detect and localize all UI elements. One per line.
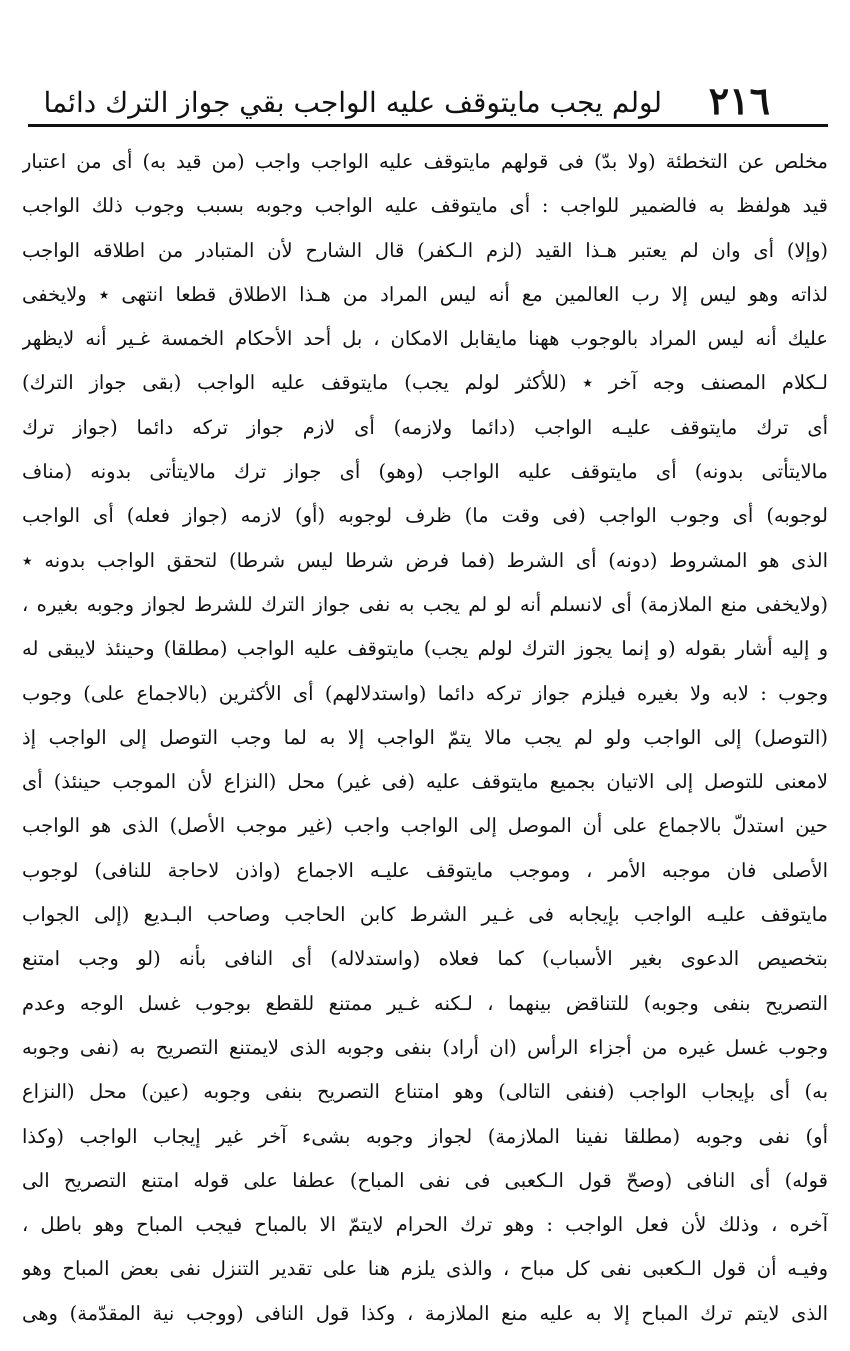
running-title: لولم يجب مايتوقف عليه الواجب بقي جواز الترك دائما [43, 86, 662, 119]
text-line: آخره ، وذلك لأن فعل الواجب : وهو ترك الحرام لايتمّ الا بالمباح فيجب المباح وهو باطل ، [22, 1213, 828, 1237]
text-line: و إليه أشار بقوله (و إنما يجوز الترك لولم يجب) مايتوقف عليه الواجب (مطلقا) وحينئذ لايبقى له [22, 637, 828, 661]
text-line: وجوب : لابه ولا بغيره فيلزم جواز تركه دائما (واستدلالهم) أى الأكثرين (بالاجماع على) وجوب [22, 681, 828, 705]
text-line: حين استدلّ بالاجماع على أن الموصل إلى الواجب واجب (غير موجب الأصل) الذى هو الواجب [22, 814, 828, 838]
text-line: أى ترك مايتوقف عليـه الواجب (دائما ولازمه) أى لازم جواز تركه دائما (جواز ترك [22, 415, 828, 439]
text-line: لذاته وهو ليس إلا رب العالمين مع أنه ليس المراد من هـذا الاطلاق قطعا انتهى ٭ ولايخفى [22, 282, 828, 306]
text-line: التصريح بنفى وجوبه) للتناقض بينهما ، لـكنه غـير ممتنع للقطع بوجوب غسل الوجه وعدم [22, 991, 828, 1015]
text-line: عليك أنه ليس المراد بالوجوب ههنا مايقابل الامكان ، بل أحد الأحكام الخمسة غـير أنه لايظهر [22, 327, 828, 351]
header-rule [28, 124, 828, 127]
text-line: (التوصل) إلى الواجب ولو لم يجب مالا يتمّ الواجب إلا به لما وجب التوصل إلى الواجب إذ [22, 725, 828, 749]
text-line: بتخصيص الدعوى بغير الأسباب) كما فعلاه (واستدلاله) أى النافى بأنه (لو وجب امتنع [22, 947, 828, 971]
text-line: الأصلى فان موجبه الأمر ، وموجب مايتوقف عليـه الاجماع (واذن لاحاجة للنافى) لوجوب [22, 858, 828, 882]
text-line: قوله) أى النافى (وصحّ قول الـكعبى فى نفى المباح) عطفا على قوله امتنع التصريح الى [22, 1168, 828, 1192]
text-line: مخلص عن التخطئة (ولا بدّ) فى قولهم مايتوقف عليه الواجب واجب (من قيد به) أى من اعتبار [22, 150, 828, 173]
body-text [22, 140, 828, 1336]
text-line: مالايتأتى بدونه) أى مايتوقف عليه الواجب (وهو) أى جواز ترك مالايتأتى بدونه (مناف [22, 460, 828, 484]
text-line: (وإلا) أى وان لم يعتبر هـذا القيد (لزم الـكفر) قال الشارح لأن المتبادر من اطلاقه الواجب [22, 238, 828, 262]
text-line: الذى لايتم ترك المباح إلا به عليه منع الملازمة ، وكذا قول النافى (ووجب نية المقدّمة) وهى [22, 1301, 828, 1325]
page-number: ٢١٦ [708, 78, 770, 123]
text-line: به) أى بإيجاب الواجب (فنفى التالى) وهو امتناع التصريح بنفى وجوبه (عين) محل (النزاع [22, 1080, 828, 1104]
text-line: أو) نفى وجوبه (مطلقا نفينا الملازمة) لجواز وجوبه بشىء آخر غير إيجاب الواجب (وكذا [22, 1124, 828, 1148]
text-line: لـكلام المصنف وجه آخر ٭ (للأكثر لولم يجب) مايتوقف عليه الواجب (بقى جواز الترك) [22, 371, 828, 395]
page-header [28, 74, 822, 122]
text-line: وجوب غسل غيره من أجزاء الرأس (ان أراد) بنفى وجوبه الذى لايمتنع التصريح به (نفى وجوبه [22, 1035, 828, 1059]
text-line: الذى هو المشروط (دونه) أى الشرط (فما فرض شرطا ليس شرطا) لتحقق الواجب بدونه ٭ [22, 548, 828, 572]
text-line: وفيـه أن قول الـكعبى نفى كل مباح ، والذى يلزم هنا على تقدير التنزل نفى بعض المباح وهو [22, 1257, 828, 1281]
text-line: مايتوقف عليـه الواجب بإيجابه فى غـير الشرط كابن الحاجب وصاحب البـديع (إلى الجواب [22, 903, 828, 927]
text-line: (ولايخفى منع الملازمة) أى لانسلم أنه لو لم يجب به نفى جواز الترك للشرط لجواز وجوبه بغيره ، [22, 592, 828, 616]
text-line: لامعنى للتوصل إلى الاتيان بجميع مايتوقف عليه (فى غير) محل (النزاع لأن الموجب حينئذ) أى [22, 770, 828, 794]
text-line: لوجوبه) أى وجوب الواجب (فى وقت ما) ظرف لوجوبه (أو) لازمه (جواز فعله) أى الواجب [22, 504, 828, 528]
text-line: قيد هولفظ به فالضمير للواجب : أى مايتوقف عليه الواجب وجوبه بسبب وجوب ذلك الواجب [22, 194, 828, 218]
